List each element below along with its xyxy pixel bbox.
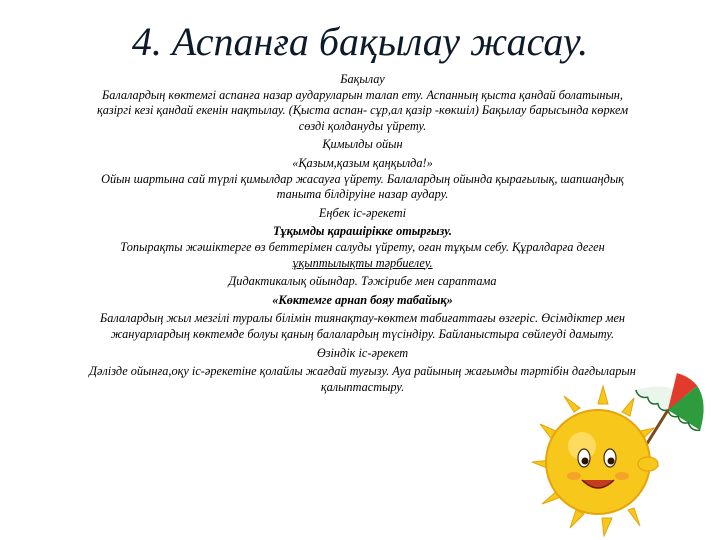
slide-body — [50, 72, 675, 395]
text-line: танытa білдіруіне назар аудару. — [276, 187, 449, 202]
text-line: Дәлізде ойынға,оқу іс-әрекетіне қолайлы жағдай туғызу. Ауа райының жағымды тәртібін дағдыларын — [89, 364, 636, 379]
sun-umbrella-illustration — [518, 372, 718, 537]
text-line: қазіргі кезі қандай екенін нақтылау. (Қыста аспан- сұр,ал қазір -көкшіл) Бақылау барысында көркем — [96, 103, 629, 118]
text-line: ұқыптылықты тәрбиелеу. — [292, 255, 433, 270]
text-line: сөзді қолдануды үйрету. — [298, 118, 427, 133]
text-line: жануарлардың көктемде болуы қаның балалардың түсіндіру. Байланыстыра сөйлеуді дамыту. — [110, 326, 615, 341]
labor-task: Тұқымды қарашірікке отырғызу. — [272, 224, 453, 239]
game-name: «Қазым,қазым қаңқылда!» — [292, 155, 433, 170]
slide-title: 4. Аспанға бақылау жасау. — [131, 19, 589, 64]
text-line: Ойын шартына сай түрлі қимылдар жасауға үйрету. Балалардың ойында қырағылық, шапшаңдық — [101, 171, 624, 186]
sun-hand — [638, 457, 658, 471]
section-heading-didactic: Дидактикалық ойындар. Тәжірибе мен сараптама — [228, 274, 497, 289]
section-heading-independent: Өзіндік іс-әрекет — [316, 345, 409, 360]
text-line: қалыптастыру. — [320, 379, 405, 394]
section-heading-observation: Бақылау — [340, 72, 385, 86]
sun-icon — [546, 410, 650, 514]
section-heading-game: Қимылды ойын — [322, 137, 403, 152]
didactic-game-name: «Көктемге арнап бояу табайық» — [272, 292, 453, 307]
text-line: Балалардың жыл мезгілі туралы білімін тиянақтау-көктем табиғаттағы өзгеріс. Өсімдіктер мен — [99, 311, 626, 326]
text-line: Топырақты жәшіктерге өз беттерімен салуды үйрету, оған тұқым себу. Құралдарға деген — [120, 239, 605, 254]
section-heading-labor: Еңбек іс-әрекеті — [318, 205, 407, 220]
text-line: Балалардың көктемгі аспанға назар аударуларын талап ету. Аспанның қыста қандай болатынын, — [101, 87, 623, 102]
